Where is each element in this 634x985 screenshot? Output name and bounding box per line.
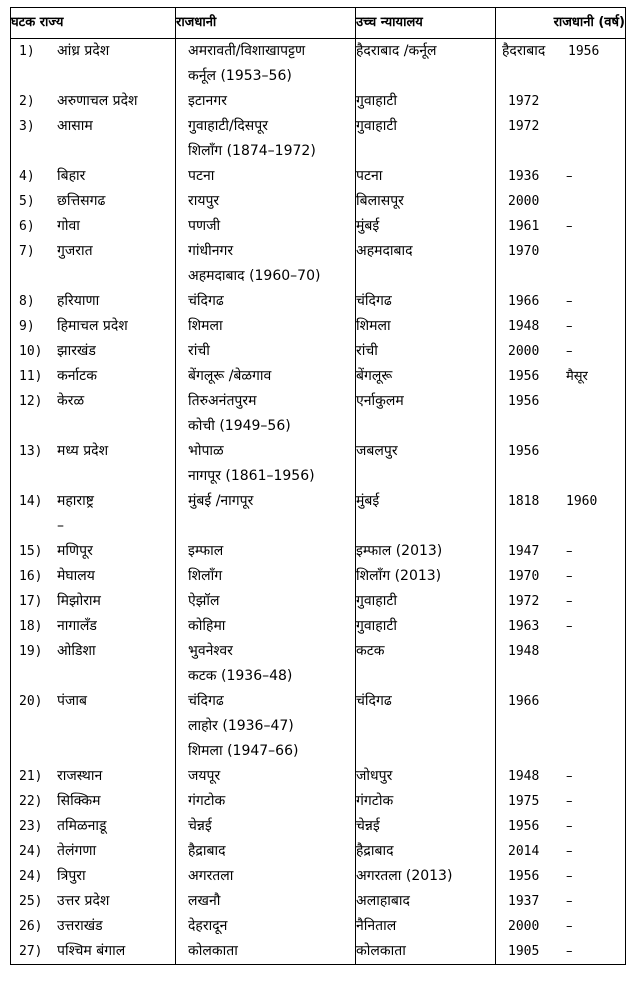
- table-row: [11, 489, 626, 539]
- state-cell: [11, 314, 176, 339]
- state-name: तमिळनाडू: [57, 818, 107, 834]
- state-name: झारखंड: [57, 343, 96, 359]
- capital-cell: [176, 439, 356, 489]
- capital-year-cell: [496, 689, 626, 764]
- capital-cell: [176, 289, 356, 314]
- table-row: [11, 389, 626, 439]
- capital-line: कटक (1936–48): [188, 668, 293, 684]
- capital-year: 1956: [508, 444, 540, 459]
- state-name: पश्चिम बंगाल: [57, 943, 126, 959]
- row-number: 13): [19, 444, 43, 459]
- capital-year-cell: [496, 914, 626, 939]
- capital-line: कोची (1949–56): [188, 418, 291, 434]
- capital-year: 2014: [508, 844, 540, 859]
- state-cell: [11, 814, 176, 839]
- high-court-cell: जोधपुर: [356, 764, 496, 789]
- row-number: 12): [19, 394, 43, 409]
- state-name: हिमाचल प्रदेश: [57, 318, 128, 334]
- capital-year: 1963: [508, 619, 540, 634]
- high-court-cell: गुवाहाटी: [356, 614, 496, 639]
- capital-year-note: –: [566, 944, 573, 959]
- table-row: [11, 239, 626, 289]
- capital-cell: [176, 314, 356, 339]
- table-row: [11, 89, 626, 114]
- capital-year-cell: [496, 314, 626, 339]
- capital-year-cell: [496, 364, 626, 389]
- capital-year-note: –: [566, 919, 573, 934]
- capital-year-cell: [496, 189, 626, 214]
- capital-year-cell: [496, 614, 626, 639]
- capital-year: 1966: [508, 694, 540, 709]
- capital-year-note: –: [566, 894, 573, 909]
- state-cell: [11, 164, 176, 189]
- state-cell: [11, 889, 176, 914]
- capital-line: अगरतला: [188, 868, 234, 884]
- capital-line: कर्नूल (1953–56): [188, 68, 292, 84]
- capital-cell: [176, 889, 356, 914]
- row-number: 18): [19, 619, 43, 634]
- high-court-cell: शिलाँग (2013): [356, 564, 496, 589]
- state-cell: [11, 289, 176, 314]
- capital-year: 1956: [508, 869, 540, 884]
- capital-cell: [176, 639, 356, 689]
- row-number: 27): [19, 944, 43, 959]
- row-number: 17): [19, 594, 43, 609]
- row-number: 1): [19, 44, 35, 59]
- capital-line: हैद्राबाद: [188, 843, 226, 859]
- state-cell: [11, 439, 176, 489]
- state-name: मध्य प्रदेश: [57, 443, 109, 459]
- capital-year-cell: [496, 289, 626, 314]
- high-court-cell: हैद्राबाद: [356, 839, 496, 864]
- capital-line: पणजी: [188, 218, 221, 234]
- capital-year: 1948: [508, 769, 540, 784]
- capital-year: 1956: [508, 819, 540, 834]
- row-number: 2): [19, 94, 35, 109]
- table-row: [11, 789, 626, 814]
- table-body: [11, 39, 626, 965]
- capital-year-cell: [496, 339, 626, 364]
- capital-line: मुंबई /नागपूर: [188, 493, 254, 509]
- capital-year-cell: [496, 164, 626, 189]
- capital-year-cell: [496, 539, 626, 564]
- capital-cell: [176, 789, 356, 814]
- capital-cell: [176, 214, 356, 239]
- table-row: [11, 939, 626, 965]
- table-row: [11, 864, 626, 889]
- high-court-cell: मुंबई: [356, 489, 496, 539]
- table-row: [11, 214, 626, 239]
- capital-year-note: 1956: [568, 44, 600, 59]
- high-court-cell: मुंबई: [356, 214, 496, 239]
- state-cell: [11, 589, 176, 614]
- header-capital: राजधानी: [176, 8, 356, 39]
- row-number: 9): [19, 319, 35, 334]
- high-court-cell: नैनिताल: [356, 914, 496, 939]
- capital-year: 1970: [508, 244, 540, 259]
- table-row: [11, 114, 626, 164]
- capital-year: 1970: [508, 569, 540, 584]
- row-number: 11): [19, 369, 43, 384]
- state-name: उत्तराखंड: [57, 918, 103, 934]
- table-row: [11, 564, 626, 589]
- state-cell: [11, 239, 176, 289]
- table-row: [11, 539, 626, 564]
- table-row: [11, 339, 626, 364]
- capital-year: 1936: [508, 169, 540, 184]
- capital-line: बेंगलूरू /बेळगाव: [188, 368, 272, 384]
- state-name: तेलंगणा: [57, 843, 97, 859]
- state-name: छत्तिसगढ: [57, 193, 106, 209]
- state-name: गुजरात: [57, 243, 93, 259]
- state-cell: [11, 839, 176, 864]
- capital-year-note: –: [566, 594, 573, 609]
- capital-line: इम्फाल: [188, 543, 224, 559]
- state-name: ओडिशा: [57, 643, 96, 659]
- capital-year-cell: [496, 39, 626, 90]
- high-court-cell: शिमला: [356, 314, 496, 339]
- table-row: [11, 289, 626, 314]
- capital-line: इटानगर: [188, 93, 227, 109]
- state-cell: [11, 114, 176, 164]
- capital-line: देहरादून: [188, 918, 228, 934]
- row-number: 4): [19, 169, 35, 184]
- capital-year-note: –: [566, 769, 573, 784]
- row-number: 16): [19, 569, 43, 584]
- header-row: [11, 8, 626, 39]
- state-cell: [11, 89, 176, 114]
- capital-year: 1961: [508, 219, 540, 234]
- capital-year: 2000: [508, 194, 540, 209]
- capital-line: चेन्नई: [188, 818, 212, 834]
- capital-year-note: –: [566, 844, 573, 859]
- table-row: [11, 889, 626, 914]
- header-capital-year: राजधानी (वर्ष): [496, 8, 626, 39]
- state-name: त्रिपुरा: [57, 868, 86, 884]
- capital-line: भोपाळ: [188, 443, 224, 459]
- row-number: 26): [19, 919, 43, 934]
- state-name: केरळ: [57, 393, 85, 409]
- table-row: [11, 589, 626, 614]
- row-number: 20): [19, 694, 43, 709]
- capital-line: गुवाहाटी/दिसपूर: [188, 118, 268, 134]
- capital-cell: [176, 914, 356, 939]
- state-name: राजस्थान: [57, 768, 103, 784]
- table-row: [11, 164, 626, 189]
- capital-line: तिरुअनंतपुरम: [188, 393, 257, 409]
- capital-line: अमरावती/विशाखापट्टण: [188, 43, 306, 59]
- capital-year: 1966: [508, 294, 540, 309]
- state-cell: [11, 389, 176, 439]
- table-row: [11, 839, 626, 864]
- high-court-cell: रांची: [356, 339, 496, 364]
- capital-year-cell: [496, 789, 626, 814]
- capital-line: रायपुर: [188, 193, 220, 209]
- state-name: गोवा: [57, 218, 80, 234]
- capital-cell: [176, 189, 356, 214]
- capital-year-cell: [496, 239, 626, 289]
- state-cell: [11, 764, 176, 789]
- state-name: मिझोराम: [57, 593, 101, 609]
- capital-line: लखनौ: [188, 893, 221, 909]
- row-number: 8): [19, 294, 35, 309]
- capital-cell: [176, 939, 356, 965]
- capital-line: शिलाँग (1874–1972): [188, 143, 316, 159]
- row-number: 22): [19, 794, 43, 809]
- capital-cell: [176, 564, 356, 589]
- state-cell: [11, 39, 176, 90]
- capital-year: 1972: [508, 119, 540, 134]
- table-row: [11, 639, 626, 689]
- state-name: कर्नाटक: [57, 368, 97, 384]
- capital-year-note: 1960: [566, 494, 598, 509]
- state-name: सिक्किम: [57, 793, 101, 809]
- state-cell: [11, 364, 176, 389]
- row-number: 3): [19, 119, 35, 134]
- table-row: [11, 39, 626, 90]
- capital-line: कोलकाता: [188, 943, 238, 959]
- row-number: 23): [19, 819, 43, 834]
- state-cell: [11, 339, 176, 364]
- capital-year: 1972: [508, 94, 540, 109]
- capital-cell: [176, 689, 356, 764]
- capital-year-cell: [496, 439, 626, 489]
- capital-year-cell: [496, 564, 626, 589]
- states-table: [10, 7, 626, 965]
- capital-year-note: मैसूर: [566, 369, 588, 384]
- state-cell: [11, 789, 176, 814]
- capital-line: गंगटोक: [188, 793, 226, 809]
- capital-cell: [176, 864, 356, 889]
- row-number: 21): [19, 769, 43, 784]
- capital-line: गांधीनगर: [188, 243, 234, 259]
- state-name: महाराष्ट्र: [57, 493, 94, 509]
- state-name: पंजाब: [57, 693, 87, 709]
- capital-cell: [176, 589, 356, 614]
- capital-year: 1818: [508, 494, 540, 509]
- high-court-cell: हैदराबाद /कर्नूल: [356, 39, 496, 90]
- capital-year-note: –: [566, 219, 573, 234]
- state-cell: [11, 564, 176, 589]
- state-cell: [11, 539, 176, 564]
- capital-cell: [176, 489, 356, 539]
- state-cell: [11, 214, 176, 239]
- row-number: 7): [19, 244, 35, 259]
- state-name: बिहार: [57, 168, 86, 184]
- capital-year-note: –: [566, 294, 573, 309]
- capital-year-note: –: [566, 619, 573, 634]
- row-number: 24): [19, 844, 43, 859]
- capital-cell: [176, 839, 356, 864]
- capital-year: 1905: [508, 944, 540, 959]
- capital-cell: [176, 539, 356, 564]
- capital-line: शिमला: [188, 318, 223, 334]
- state-cell: [11, 864, 176, 889]
- capital-cell: [176, 89, 356, 114]
- capital-year-cell: [496, 214, 626, 239]
- state-cell: [11, 614, 176, 639]
- capital-year-cell: [496, 814, 626, 839]
- state-name: मेघालय: [57, 568, 95, 584]
- state-name: आंध्र प्रदेश: [57, 43, 110, 59]
- high-court-cell: गुवाहाटी: [356, 589, 496, 614]
- high-court-cell: अलाहाबाद: [356, 889, 496, 914]
- state-name: उत्तर प्रदेश: [57, 893, 110, 909]
- high-court-cell: गंगटोक: [356, 789, 496, 814]
- header-state: घटक राज्य: [11, 8, 176, 39]
- capital-year-cell: [496, 764, 626, 789]
- capital-line: लाहोर (1936–47): [188, 718, 294, 734]
- capital-year-cell: [496, 489, 626, 539]
- capital-year-cell: [496, 589, 626, 614]
- capital-cell: [176, 814, 356, 839]
- high-court-cell: पटना: [356, 164, 496, 189]
- capital-year: 1972: [508, 594, 540, 609]
- capital-line: रांची: [188, 343, 210, 359]
- table-row: [11, 814, 626, 839]
- capital-year-note: –: [566, 794, 573, 809]
- state-name: अरुणाचल प्रदेश: [57, 93, 138, 109]
- capital-year-note: –: [566, 344, 573, 359]
- capital-year-cell: [496, 889, 626, 914]
- high-court-cell: चेन्नई: [356, 814, 496, 839]
- high-court-cell: गुवाहाटी: [356, 89, 496, 114]
- table-row: [11, 914, 626, 939]
- capital-line: शिमला (1947–66): [188, 743, 299, 759]
- capital-year-cell: [496, 939, 626, 965]
- capital-cell: [176, 364, 356, 389]
- capital-year-cell: [496, 864, 626, 889]
- capital-year-cell: [496, 639, 626, 689]
- high-court-cell: गुवाहाटी: [356, 114, 496, 164]
- header-high-court: उच्च न्यायालय: [356, 8, 496, 39]
- capital-year-note: –: [566, 819, 573, 834]
- row-number: 24): [19, 869, 43, 884]
- capital-year-note: –: [566, 569, 573, 584]
- high-court-cell: एर्नाकुलम: [356, 389, 496, 439]
- capital-year-note: –: [566, 869, 573, 884]
- capital-cell: [176, 614, 356, 639]
- row-number: 5): [19, 194, 35, 209]
- high-court-cell: बिलासपूर: [356, 189, 496, 214]
- high-court-cell: चंदिगढ: [356, 289, 496, 314]
- state-cell: [11, 939, 176, 965]
- row-number: 19): [19, 644, 43, 659]
- capital-year: 1947: [508, 544, 540, 559]
- capital-year-note: –: [566, 319, 573, 334]
- row-number: 25): [19, 894, 43, 909]
- state-cell: [11, 639, 176, 689]
- capital-line: चंदिगढ: [188, 293, 224, 309]
- state-name: नागालँड: [57, 618, 97, 634]
- state-name: आसाम: [57, 118, 93, 134]
- capital-cell: [176, 239, 356, 289]
- high-court-cell: बेंगलूरू: [356, 364, 496, 389]
- high-court-cell: अगरतला (2013): [356, 864, 496, 889]
- capital-line: भुवनेश्वर: [188, 643, 233, 659]
- capital-year-cell: [496, 389, 626, 439]
- capital-cell: [176, 339, 356, 364]
- table-row: [11, 764, 626, 789]
- capital-cell: [176, 764, 356, 789]
- state-cell: [11, 489, 176, 539]
- table-row: [11, 189, 626, 214]
- state-extra: –: [57, 518, 64, 534]
- capital-cell: [176, 114, 356, 164]
- capital-year: 1956: [508, 369, 540, 384]
- table-row: [11, 614, 626, 639]
- high-court-cell: जबलपुर: [356, 439, 496, 489]
- capital-year: 1937: [508, 894, 540, 909]
- state-cell: [11, 914, 176, 939]
- table-row: [11, 439, 626, 489]
- capital-line: शिलाँग: [188, 568, 223, 584]
- state-cell: [11, 189, 176, 214]
- capital-line: नागपूर (1861–1956): [188, 468, 315, 484]
- capital-year: हैदराबाद: [502, 43, 546, 59]
- row-number: 10): [19, 344, 43, 359]
- high-court-cell: कोलकाता: [356, 939, 496, 965]
- capital-line: पटना: [188, 168, 215, 184]
- capital-year: 1948: [508, 319, 540, 334]
- high-court-cell: चंदिगढ: [356, 689, 496, 764]
- high-court-cell: अहमदाबाद: [356, 239, 496, 289]
- state-name: मणिपूर: [57, 543, 93, 559]
- table-row: [11, 314, 626, 339]
- capital-year-note: –: [566, 544, 573, 559]
- table-row: [11, 364, 626, 389]
- row-number: 14): [19, 494, 43, 509]
- capital-cell: [176, 39, 356, 90]
- high-court-cell: इम्फाल (2013): [356, 539, 496, 564]
- state-cell: [11, 689, 176, 764]
- capital-year: 1975: [508, 794, 540, 809]
- capital-year: 2000: [508, 344, 540, 359]
- capital-year-cell: [496, 89, 626, 114]
- capital-year: 2000: [508, 919, 540, 934]
- capital-year: 1948: [508, 644, 540, 659]
- row-number: 15): [19, 544, 43, 559]
- capital-year-cell: [496, 114, 626, 164]
- capital-year-note: –: [566, 169, 573, 184]
- capital-line: जयपूर: [188, 768, 221, 784]
- capital-cell: [176, 164, 356, 189]
- capital-line: ऐझॉल: [188, 593, 220, 609]
- capital-year-cell: [496, 839, 626, 864]
- row-number: 6): [19, 219, 35, 234]
- capital-line: कोहिमा: [188, 618, 226, 634]
- capital-line: अहमदाबाद (1960–70): [188, 268, 321, 284]
- capital-year: 1956: [508, 394, 540, 409]
- table-row: [11, 689, 626, 764]
- capital-cell: [176, 389, 356, 439]
- high-court-cell: कटक: [356, 639, 496, 689]
- capital-line: चंदिगढ: [188, 693, 224, 709]
- state-name: हरियाणा: [57, 293, 100, 309]
